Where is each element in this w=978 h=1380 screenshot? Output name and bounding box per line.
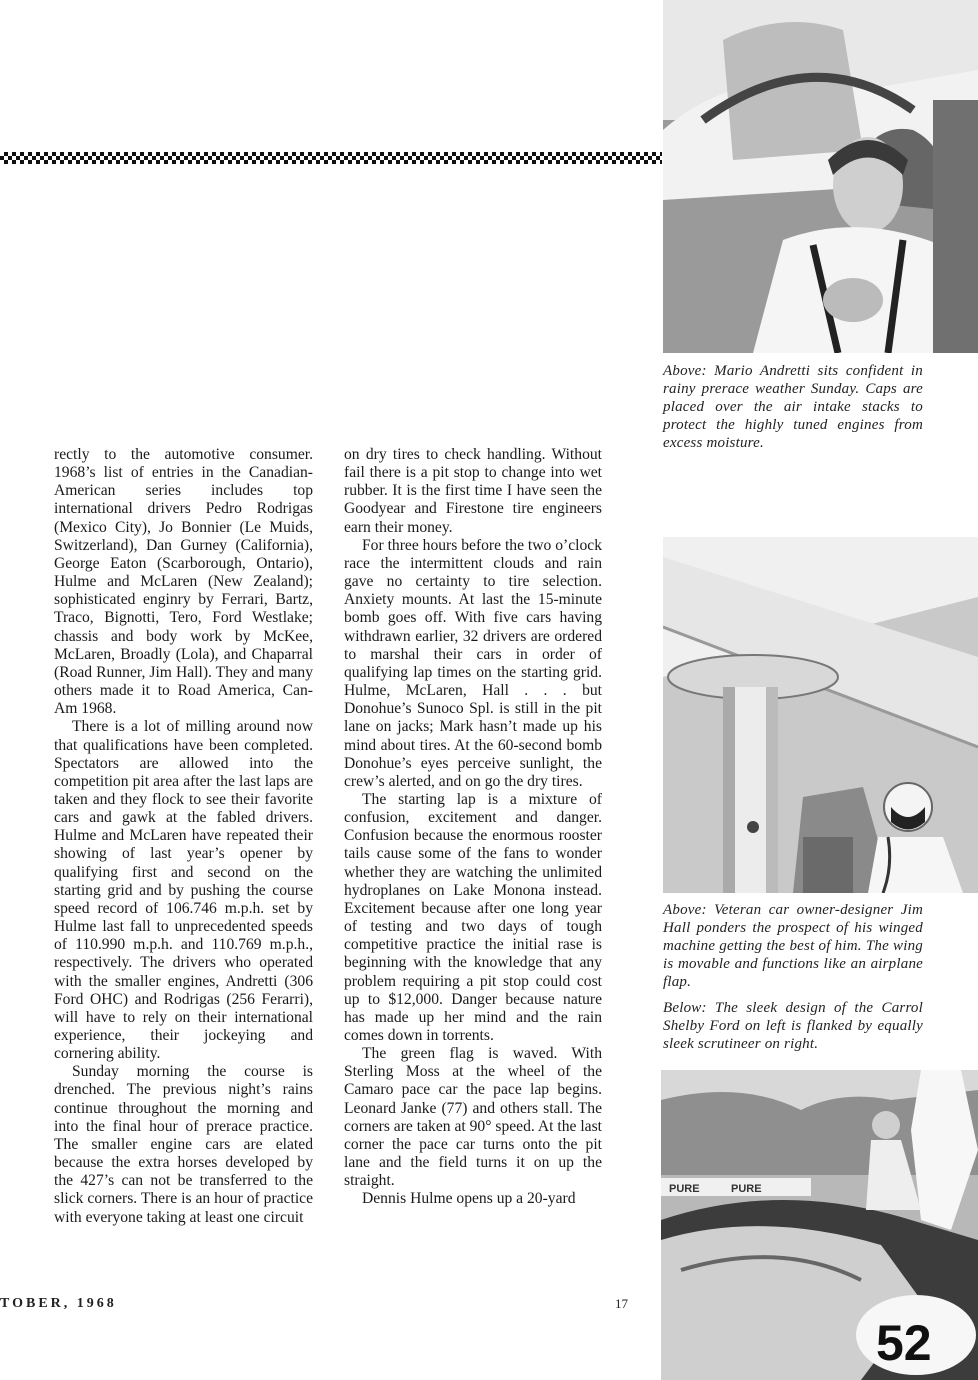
col2-paragraph-5: Dennis Hulme opens up a 20-yard xyxy=(362,1190,576,1208)
banner-text-right: PURE xyxy=(731,1183,762,1195)
col1-paragraph-2: There is a lot of milling around now that qualifications have been completed. Spectators are allowed into the competition pit area after the last laps are taken and they flock to see their favorite cars and gawk at the fabled drivers. Hulme and McLaren have repeated their showing of last year’s opener by qualifying first and second on the starting grid and by pushing the course speed record of 106.746 m.p.h. set by Hulme last fall to unprecedented speeds of 110.990 m.p.h. and 110.769 m.p.h., respectively. The drivers who operated with the smaller engines, Andretti (306 Ford OHC) and Rodrigas (256 Ferarri), will have to rely on their international experience, their jockeying and cornering ability. xyxy=(54,718,313,1063)
footer-date: TOBER, 1968 xyxy=(0,1296,117,1311)
col2-paragraph-4: The green flag is waved. With Sterling Moss at the wheel of the Camaro pace car the pace lap begins. Leonard Janke (77) and others stall. The corners are taken at 90° speed. At the last corner the pace car turns onto the pit lane and the field turns it on up the straight. xyxy=(344,1045,602,1190)
caption-top xyxy=(663,362,923,460)
page-number: 17 xyxy=(615,1296,628,1311)
caption-middle-bottom xyxy=(663,901,923,1061)
car-number: 52 xyxy=(876,1315,932,1371)
photo-mario-andretti-image xyxy=(663,0,978,353)
photo-shelby-ford xyxy=(661,1070,978,1380)
photo-jim-hall-wing xyxy=(663,537,978,893)
col1-paragraph-1: rectly to the automotive consumer. 1968’s list of entries in the Canadian-American series includes top international drivers Pedro Rodrigas (Mexico City), Jo Bonnier (Le Muids, Switzerland), Dan Gurney (California), George Eaton (Scarborough, Ontario), Hulme and McLaren (New Zealand); sophisticated enginry by Ferrari, Bartz, Traco, Bignotti, Tero, Ford Westlake; chassis and body work by McKee, McLaren, Broadly (Lola), and Chaparral (Road Runner, Jim Hall). They and many others made it to Road America, Can-Am 1968. xyxy=(54,446,313,718)
col1-paragraph-3: Sunday morning the course is drenched. The previous night’s rains continue throughout the morning and into the final hour of prerace practice. The smaller engine cars are elated because the extra horses developed by the 427’s can not be transferred to the slick corners. There is an hour of practice with everyone taking at least one circuit xyxy=(54,1063,313,1226)
banner-text-left: PURE xyxy=(669,1183,700,1195)
col2-paragraph-2: For three hours before the two o’clock race the intermittent clouds and rain gave no certainty to tire selection. Anxiety mounts. At last the 15-minute bomb goes off. With five cars having withdrawn earlier, 32 drivers are ordered to marshal their cars in order of qualifying lap times on the starting grid. Hulme, McLaren, Hall . . . but Donohue’s Sunoco Spl. is still in the pit lane on jacks; Mark hasn’t made up his mind about tires. At the 60-second bomb Donohue’s eyes perceive sunlight, the crew’s alerted, and on go the dry tires. xyxy=(344,536,602,790)
col2-paragraph-1: on dry tires to check handling. Without fail there is a pit stop to change into wet rubber. It is the first time I have seen the Goodyear and Firestone tire engineers earn their money. xyxy=(344,446,602,536)
photo-shelby-ford-image xyxy=(661,1070,978,1380)
article-column-1 xyxy=(54,446,313,1227)
article-column-2 xyxy=(344,446,602,1209)
caption-middle-text: Above: Veteran car owner-designer Jim Hall ponders the prospect of his winged machine getting the best of him. The wing is movable and functions like an airplane flap. xyxy=(663,902,923,990)
checkered-border xyxy=(0,152,662,164)
caption-top-text: Above: Mario Andretti sits confident in rainy prerace weather Sunday. Caps are placed over the air intake stacks to protect the highly tuned engines from excess moisture. xyxy=(663,363,923,451)
caption-bottom-text: Below: The sleek design of the Carrol Shelby Ford on left is flanked by equally sleek scrutineer on right. xyxy=(663,1000,923,1052)
col2-paragraph-3: The starting lap is a mixture of confusion, excitement and danger. Confusion because the enormous rooster tails cause some of the fans to wonder whether they are watching the unlimited hydroplanes on Lake Monona instead. Excitement because after one long year of testing and two days of tough competitive practice the initial rase is beginning with the knowledge that any problem requiring a pit stop could cost up to $12,000. Danger because nature has made up her mind and the rain comes down in torrents. xyxy=(344,790,602,1044)
photo-jim-hall-wing-image xyxy=(663,537,978,893)
photo-mario-andretti xyxy=(663,0,978,353)
